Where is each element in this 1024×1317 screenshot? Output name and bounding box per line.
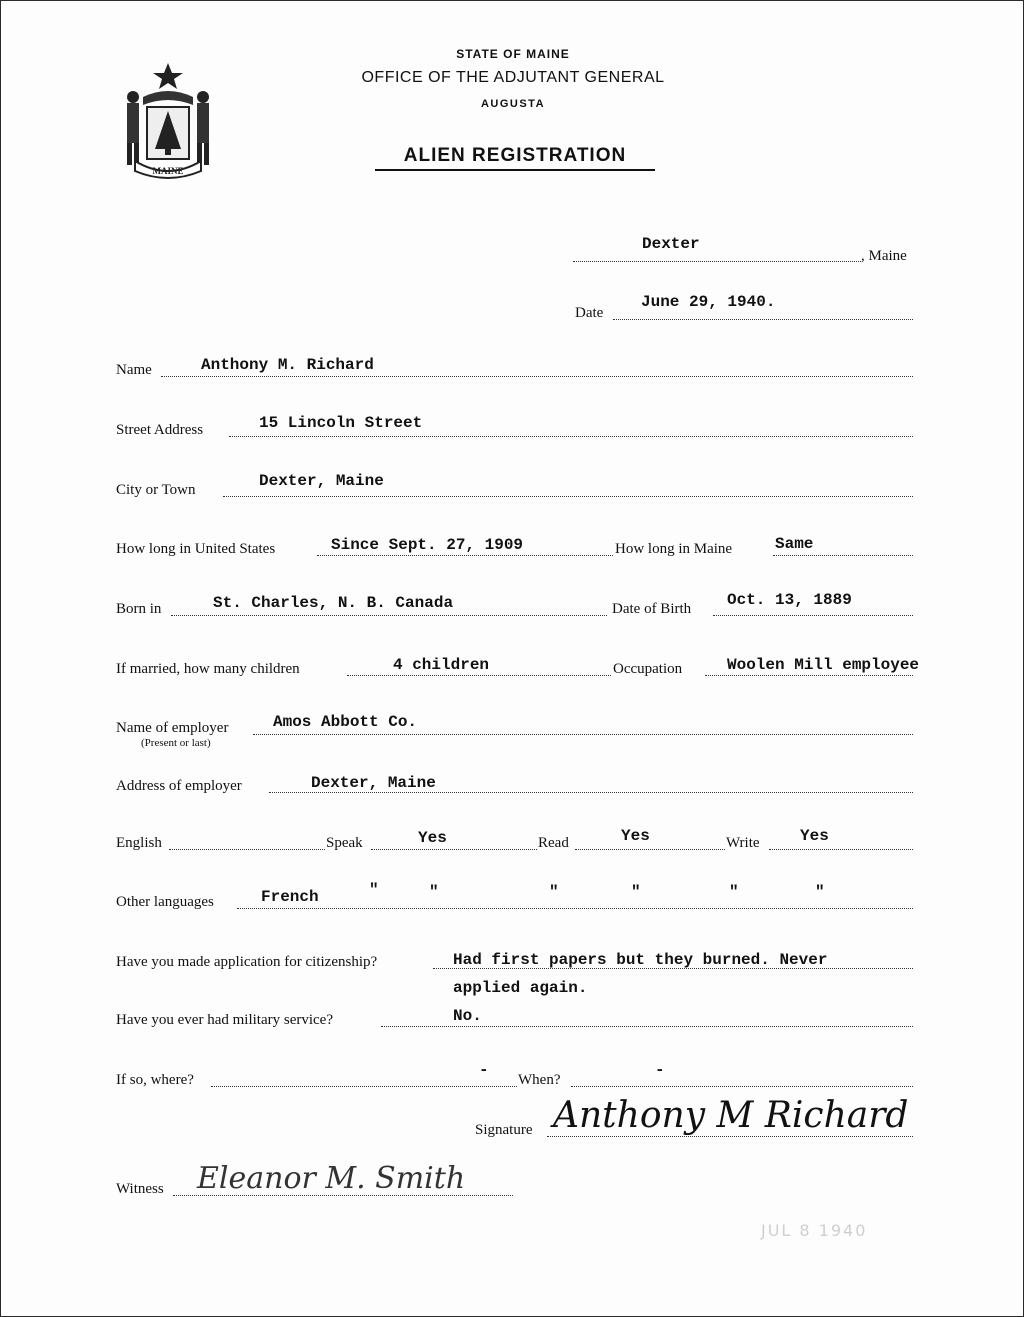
ditto-mark: " bbox=[369, 881, 379, 899]
when-value: - bbox=[655, 1061, 665, 1079]
form-title: ALIEN REGISTRATION bbox=[375, 145, 655, 171]
name-label: Name bbox=[116, 362, 152, 378]
write-line bbox=[769, 849, 913, 850]
dob-line bbox=[713, 615, 913, 616]
speak-label: Speak bbox=[326, 835, 363, 851]
other-languages-line bbox=[237, 908, 913, 909]
ditto-mark: " bbox=[631, 883, 641, 901]
children-value: 4 children bbox=[393, 656, 490, 674]
signature-label: Signature bbox=[475, 1122, 533, 1138]
employer-label: Name of employer bbox=[116, 720, 229, 736]
employer-line bbox=[253, 734, 913, 735]
city-value: Dexter, Maine bbox=[259, 472, 384, 490]
employer-address-label: Address of employer bbox=[116, 778, 242, 794]
employer-address-value: Dexter, Maine bbox=[311, 774, 436, 792]
where-value: - bbox=[479, 1061, 489, 1079]
svg-text:MAINE: MAINE bbox=[152, 166, 184, 176]
read-label: Read bbox=[538, 835, 569, 851]
read-line bbox=[575, 849, 725, 850]
english-line bbox=[169, 849, 325, 850]
city-heading: AUGUSTA bbox=[480, 98, 546, 110]
street-label: Street Address bbox=[116, 422, 204, 438]
how-long-maine-line bbox=[773, 555, 913, 556]
street-line bbox=[229, 436, 913, 437]
signature-line bbox=[547, 1136, 913, 1137]
speak-value: Yes bbox=[418, 829, 447, 847]
ditto-mark: " bbox=[729, 883, 739, 901]
occupation-line bbox=[705, 675, 913, 676]
received-stamp: JUL 8 1940 bbox=[761, 1221, 868, 1240]
write-value: Yes bbox=[800, 827, 829, 845]
how-long-us-label: How long in United States bbox=[116, 541, 276, 557]
other-languages-label: Other languages bbox=[116, 894, 214, 910]
name-value: Anthony M. Richard bbox=[201, 356, 374, 374]
date-label: Date bbox=[575, 305, 604, 321]
how-long-maine-label: How long in Maine bbox=[615, 541, 733, 557]
date-line bbox=[613, 319, 913, 320]
ditto-mark: " bbox=[429, 883, 439, 901]
other-languages-value: French bbox=[261, 888, 319, 906]
born-in-label: Born in bbox=[116, 601, 162, 617]
english-label: English bbox=[116, 835, 162, 851]
date-value: June 29, 1940. bbox=[641, 293, 776, 311]
when-line bbox=[571, 1086, 913, 1087]
how-long-us-line bbox=[317, 555, 613, 556]
street-value: 15 Lincoln Street bbox=[259, 414, 423, 432]
employer-address-line bbox=[269, 792, 913, 793]
children-line bbox=[347, 675, 611, 676]
how-long-us-value: Since Sept. 27, 1909 bbox=[331, 536, 524, 554]
town-line bbox=[573, 261, 861, 262]
witness-value: Eleanor M. Smith bbox=[197, 1161, 466, 1196]
military-label: Have you ever had military service? bbox=[116, 1012, 333, 1028]
city-label: City or Town bbox=[116, 482, 196, 498]
dob-value: Oct. 13, 1889 bbox=[727, 591, 852, 609]
occupation-label: Occupation bbox=[613, 661, 683, 677]
born-in-line bbox=[171, 615, 607, 616]
ditto-mark: " bbox=[549, 883, 559, 901]
signature-value: Anthony M Richard bbox=[553, 1095, 909, 1136]
where-line bbox=[211, 1086, 517, 1087]
citizenship-value-line1: Had first papers but they burned. Never bbox=[453, 951, 828, 969]
occupation-value: Woolen Mill employee bbox=[727, 656, 920, 674]
office-heading: OFFICE OF THE ADJUTANT GENERAL bbox=[361, 69, 665, 86]
speak-line bbox=[371, 849, 537, 850]
name-line bbox=[161, 376, 913, 377]
where-label: If so, where? bbox=[116, 1072, 194, 1088]
witness-label: Witness bbox=[116, 1181, 164, 1197]
employer-value: Amos Abbott Co. bbox=[273, 713, 418, 731]
when-label: When? bbox=[518, 1072, 561, 1088]
citizenship-value-line2: applied again. bbox=[453, 979, 588, 997]
state-suffix-label: , Maine bbox=[861, 248, 907, 264]
town-value: Dexter bbox=[642, 235, 700, 253]
children-label: If married, how many children bbox=[116, 661, 300, 677]
city-line bbox=[223, 496, 913, 497]
ditto-mark: " bbox=[815, 883, 825, 901]
citizenship-label: Have you made application for citizenship? bbox=[116, 954, 378, 970]
employer-note: (Present or last) bbox=[141, 737, 211, 749]
born-in-value: St. Charles, N. B. Canada bbox=[213, 594, 454, 612]
dob-label: Date of Birth bbox=[612, 601, 692, 617]
write-label: Write bbox=[726, 835, 760, 851]
how-long-maine-value: Same bbox=[775, 535, 814, 553]
read-value: Yes bbox=[621, 827, 650, 845]
military-line bbox=[381, 1026, 913, 1027]
military-value: No. bbox=[453, 1007, 482, 1025]
state-heading: STATE OF MAINE bbox=[456, 47, 570, 61]
